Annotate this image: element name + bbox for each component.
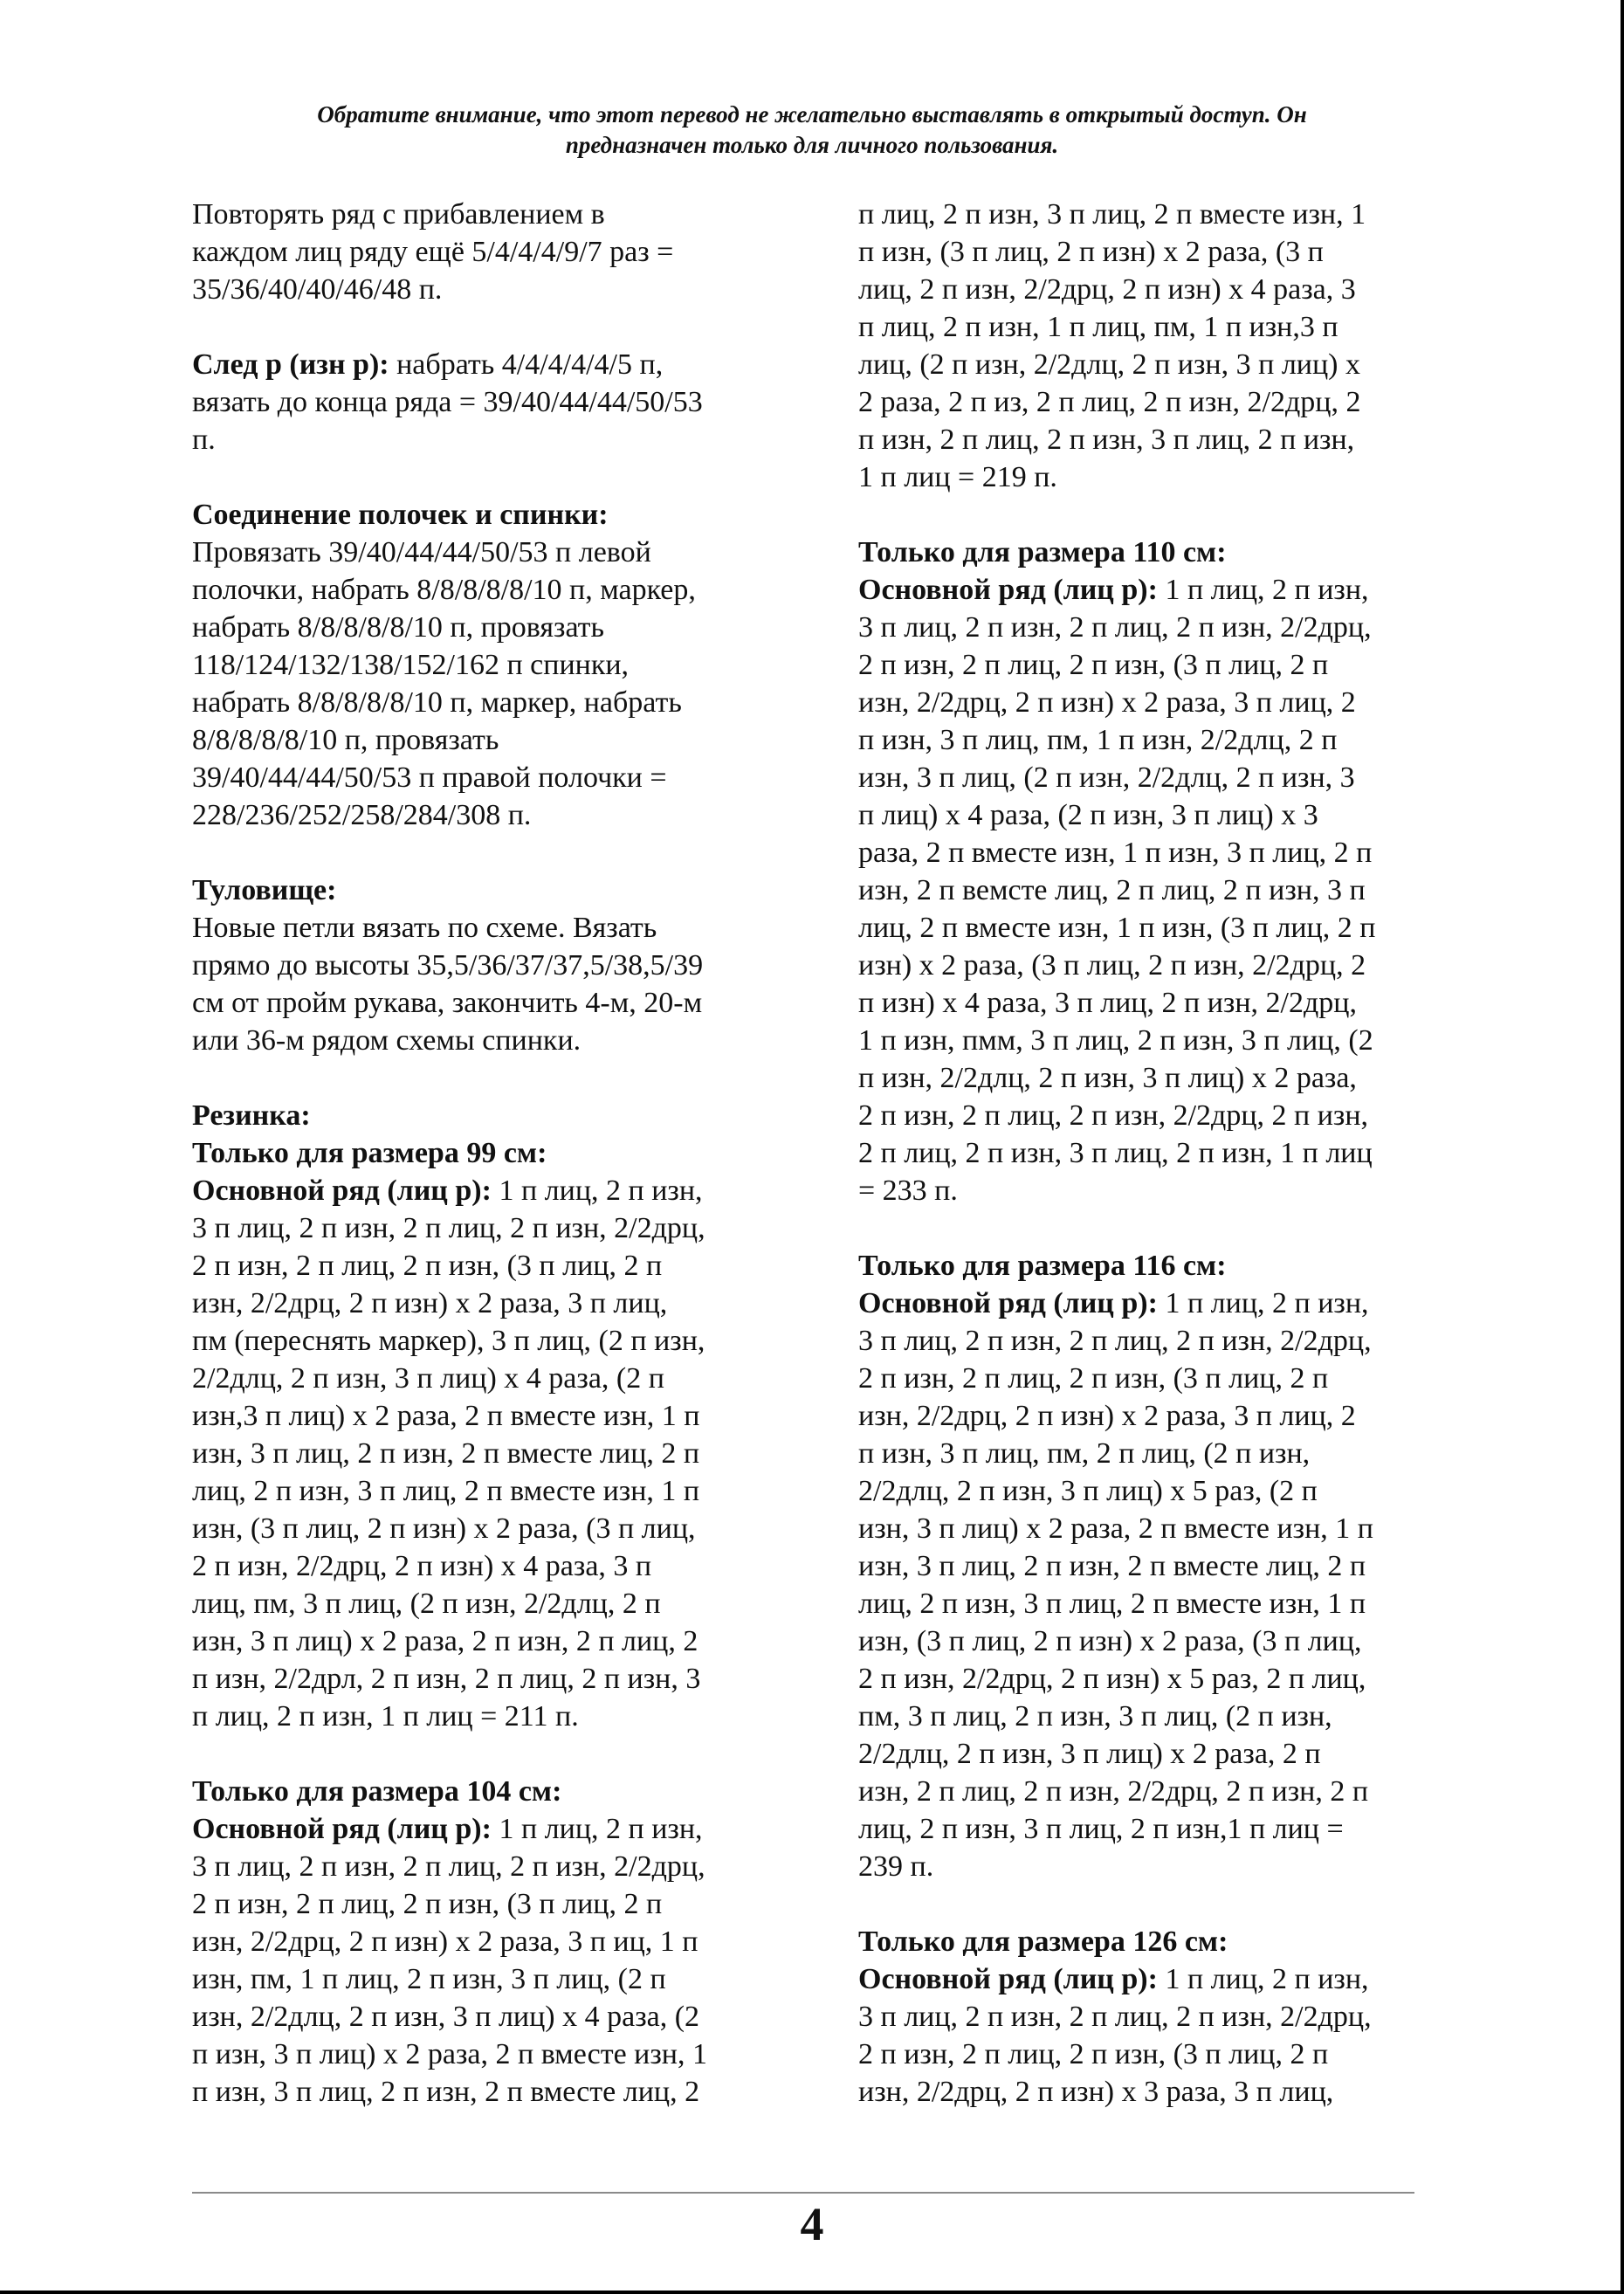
text-line: 39/40/44/44/50/53 п правой полочки = [192,761,667,794]
text-line: п изн, 3 п лиц, пм, 2 п лиц, (2 п изн, [858,1437,1311,1470]
text-line [858,1960,1435,1998]
footer-divider [192,2192,1414,2194]
text-line: изн, 2/2дрц, 2 п изн) х 2 раза, 3 п лиц, [192,1287,668,1319]
page-number: 4 [800,2198,824,2250]
text-line: или 36-м рядом схемы спинки. [192,1024,581,1057]
text-line: п изн, 2/2дрл, 2 п изн, 2 п лиц, 2 п изн, 3 [192,1663,701,1695]
text-line [192,1172,768,1209]
text-line [858,571,1435,609]
paragraph-ribbing-126 [858,1923,1435,2111]
text-line: 2 п изн, 2 п лиц, 2 п изн, (3 п лиц, 2 п [192,1250,663,1282]
text-line: п лиц, 2 п изн, 1 п лиц = 211 п. [192,1700,579,1733]
text-line: 3 п лиц, 2 п изн, 2 п лиц, 2 п изн, 2/2дрц, [858,611,1372,644]
text-line: Провязать 39/40/44/44/50/53 п левой [192,536,651,568]
row-text: 1 п лиц, 2 п изн, [491,1175,703,1207]
text-line: 2/2длц, 2 п изн, 3 п лиц) х 4 раза, (2 п [192,1362,664,1395]
text-line: изн,3 п лиц) х 2 раза, 2 п вместе изн, 1 п [192,1400,700,1432]
text-line [858,1285,1435,1322]
text-line: лиц, (2 п изн, 2/2длц, 2 п изн, 3 п лиц) х [858,348,1360,381]
row-label: Основной ряд (лиц р): [192,1175,492,1207]
notice-line: Обратите внимание, что этот перевод не желательно выставлять в открытый доступ. Он [317,101,1307,127]
text-line: 118/124/132/138/152/162 п спинки, [192,649,630,681]
text-line: 228/236/252/258/284/308 п. [192,799,532,831]
text-line: 3 п лиц, 2 п изн, 2 п лиц, 2 п изн, 2/2дрц, [858,1325,1372,1357]
text-line: изн, (3 п лиц, 2 п изн) х 2 раза, (3 п лиц, [858,1625,1362,1657]
text-line: 35/36/40/40/46/48 п. [192,273,443,306]
size-heading: Только для размера 126 см: [858,1925,1228,1958]
left-column [192,196,768,2111]
text-line: изн, 2/2дрц, 2 п изн) х 2 раза, 3 п лиц, 2 [858,1400,1356,1432]
section-heading: Резинка: [192,1099,311,1132]
size-heading: Только для размера 99 см: [192,1137,547,1169]
text-line: изн, 2/2дрц, 2 п изн) х 3 раза, 3 п лиц, [858,2076,1334,2108]
text-line: 3 п лиц, 2 п изн, 2 п лиц, 2 п изн, 2/2дрц, [192,1850,705,1883]
text-line: изн) х 2 раза, (3 п лиц, 2 п изн, 2/2дрц, 2 [858,949,1366,982]
text-line: 3 п лиц, 2 п изн, 2 п лиц, 2 п изн, 2/2дрц, [858,2001,1372,2033]
row-label: Основной ряд (лиц р): [858,574,1158,606]
text-line: изн, (3 п лиц, 2 п изн) х 2 раза, (3 п лиц, [192,1512,696,1545]
size-heading: Только для размера 110 см: [858,536,1227,568]
text-line: 239 п. [858,1850,934,1883]
text-line: набрать 8/8/8/8/8/10 п, провязать [192,611,605,644]
paragraph-next-row [192,346,768,458]
row-text: 1 п лиц, 2 п изн, [1157,1963,1369,1995]
text-line: 1 п изн, пмм, 3 п лиц, 2 п изн, 3 п лиц, (2 [858,1024,1373,1057]
notice-line: предназначен только для личного пользования. [565,132,1059,158]
text-line: набрать 8/8/8/8/8/10 п, маркер, набрать [192,686,682,719]
row-label: Основной ряд (лиц р): [858,1287,1158,1319]
text-line: полочки, набрать 8/8/8/8/8/10 п, маркер, [192,574,696,606]
text-line: п лиц) х 4 раза, (2 п изн, 3 п лиц) х 3 [858,799,1318,831]
text-line: 1 п лиц = 219 п. [858,461,1057,493]
section-heading: Туловище: [192,874,337,906]
text-line: 2 п изн, 2 п лиц, 2 п изн, (3 п лиц, 2 п [858,649,1329,681]
text-line: п изн, 3 п лиц) х 2 раза, 2 п вместе изн, 1 [192,2038,707,2070]
copyright-notice [175,100,1449,161]
paragraph-ribbing-116 [858,1247,1435,1885]
text-line: п изн, 3 п лиц, пм, 1 п изн, 2/2длц, 2 п [858,724,1338,756]
paragraph-joining [192,496,768,834]
paragraph-ribbing-104 [192,1773,768,2111]
paragraph-body [192,871,768,1059]
text-line: 2 п изн, 2 п лиц, 2 п изн, (3 п лиц, 2 п [192,1888,663,1920]
text-line: изн, 2 п лиц, 2 п изн, 2/2дрц, 2 п изн, 2 п [858,1775,1369,1808]
text-line: каждом лиц ряду ещё 5/4/4/4/9/7 раз = [192,236,674,268]
text-line: изн, 3 п лиц, 2 п изн, 2 п вместе лиц, 2 п [192,1437,700,1470]
text-line: изн, 3 п лиц) х 2 раза, 2 п изн, 2 п лиц, 2 [192,1625,698,1657]
text-line: лиц, пм, 3 п лиц, (2 п изн, 2/2длц, 2 п [192,1588,661,1620]
text-line: 2/2длц, 2 п изн, 3 п лиц) х 2 раза, 2 п [858,1738,1321,1770]
text-line: пм (переснять маркер), 3 п лиц, (2 п изн, [192,1325,705,1357]
text-line [192,346,768,383]
text-line: 2 п изн, 2 п лиц, 2 п изн, 2/2дрц, 2 п изн, [858,1099,1369,1132]
row-label: Основной ряд (лиц р): [858,1963,1158,1995]
text-line: изн, пм, 1 п лиц, 2 п изн, 3 п лиц, (2 п [192,1963,666,1995]
text-line: п изн, 2/2длц, 2 п изн, 3 п лиц) х 2 раза, [858,1062,1357,1094]
paragraph-ribbing-110 [858,534,1435,1209]
paragraph-increase-repeat [192,196,768,308]
row-text: 1 п лиц, 2 п изн, [491,1813,703,1845]
text-line: см от пройм рукава, закончить 4-м, 20-м [192,987,703,1019]
text-line: п лиц, 2 п изн, 1 п лиц, пм, 1 п изн,3 п [858,311,1338,343]
right-column [858,196,1435,2111]
text-line: 2 п лиц, 2 п изн, 3 п лиц, 2 п изн, 1 п лиц [858,1137,1373,1169]
text-line: 3 п лиц, 2 п изн, 2 п лиц, 2 п изн, 2/2дрц, [192,1212,705,1244]
text-line: изн, 2/2длц, 2 п изн, 3 п лиц) х 4 раза, (2 [192,2001,700,2033]
text-line: Повторять ряд с прибавлением в [192,198,605,231]
text-line: изн, 3 п лиц) х 2 раза, 2 п вместе изн, 1 п [858,1512,1373,1545]
text-line: лиц, 2 п вместе изн, 1 п изн, (3 п лиц, 2 п [858,912,1376,944]
text-line: изн, 2/2дрц, 2 п изн) х 2 раза, 3 п лиц, 2 [858,686,1356,719]
text-line: прямо до высоты 35,5/36/37/37,5/38,5/39 [192,949,704,982]
text-line: = 233 п. [858,1175,958,1207]
text-line: раза, 2 п вместе изн, 1 п изн, 3 п лиц, 2 п [858,837,1373,869]
text-line: 2 п изн, 2/2дрц, 2 п изн) х 5 раз, 2 п лиц, [858,1663,1366,1695]
text-line: пм, 3 п лиц, 2 п изн, 3 п лиц, (2 п изн, [858,1700,1332,1733]
section-heading: Соединение полочек и спинки: [192,499,609,531]
size-heading: Только для размера 116 см: [858,1250,1227,1282]
text-line: изн, 3 п лиц, 2 п изн, 2 п вместе лиц, 2 п [858,1550,1366,1582]
text-line: вязать до конца ряда = 39/40/44/44/50/53 [192,386,703,418]
text-line: 2 п изн, 2 п лиц, 2 п изн, (3 п лиц, 2 п [858,2038,1329,2070]
text-line: п изн) х 4 раза, 3 п лиц, 2 п изн, 2/2дрц, [858,987,1357,1019]
row-label: Основной ряд (лиц р): [192,1813,492,1845]
text-line: п изн, (3 п лиц, 2 п изн) х 2 раза, (3 п [858,236,1324,268]
text-line [192,1810,768,1848]
text-line: 2 раза, 2 п из, 2 п лиц, 2 п изн, 2/2дрц, 2 [858,386,1361,418]
text-line: 2 п изн, 2 п лиц, 2 п изн, (3 п лиц, 2 п [858,1362,1329,1395]
text-line: лиц, 2 п изн, 3 п лиц, 2 п изн,1 п лиц = [858,1813,1344,1845]
row-text: 1 п лиц, 2 п изн, [1157,1287,1369,1319]
text-line: 2/2длц, 2 п изн, 3 п лиц) х 5 раз, (2 п [858,1475,1318,1507]
text-line: лиц, 2 п изн, 3 п лиц, 2 п вместе изн, 1 п [192,1475,700,1507]
text-line: п изн, 2 п лиц, 2 п изн, 3 п лиц, 2 п изн, [858,424,1355,456]
paragraph-ribbing-104-cont [858,196,1435,496]
paragraph-ribbing-99 [192,1097,768,1735]
text-line: 8/8/8/8/8/10 п, провязать [192,724,499,756]
text-line: Новые петли вязать по схеме. Вязать [192,912,657,944]
text-line: изн, 3 п лиц, (2 п изн, 2/2длц, 2 п изн, 3 [858,761,1355,794]
text-line: изн, 2/2дрц, 2 п изн) х 2 раза, 3 п иц, 1 п [192,1925,698,1958]
row-text: 1 п лиц, 2 п изн, [1157,574,1369,606]
row-text: набрать 4/4/4/4/4/5 п, [389,348,664,381]
text-line: п лиц, 2 п изн, 3 п лиц, 2 п вместе изн, 1 [858,198,1366,231]
size-heading: Только для размера 104 см: [192,1775,562,1808]
row-label: След р (изн р): [192,348,389,381]
text-line: п изн, 3 п лиц, 2 п изн, 2 п вместе лиц, 2 [192,2076,700,2108]
text-line: лиц, 2 п изн, 3 п лиц, 2 п вместе изн, 1 п [858,1588,1366,1620]
text-line: изн, 2 п вемсте лиц, 2 п лиц, 2 п изн, 3 п [858,874,1366,906]
text-line: лиц, 2 п изн, 2/2дрц, 2 п изн) х 4 раза, 3 [858,273,1356,306]
text-line: 2 п изн, 2/2дрц, 2 п изн) х 4 раза, 3 п [192,1550,652,1582]
text-line: п. [192,424,216,456]
